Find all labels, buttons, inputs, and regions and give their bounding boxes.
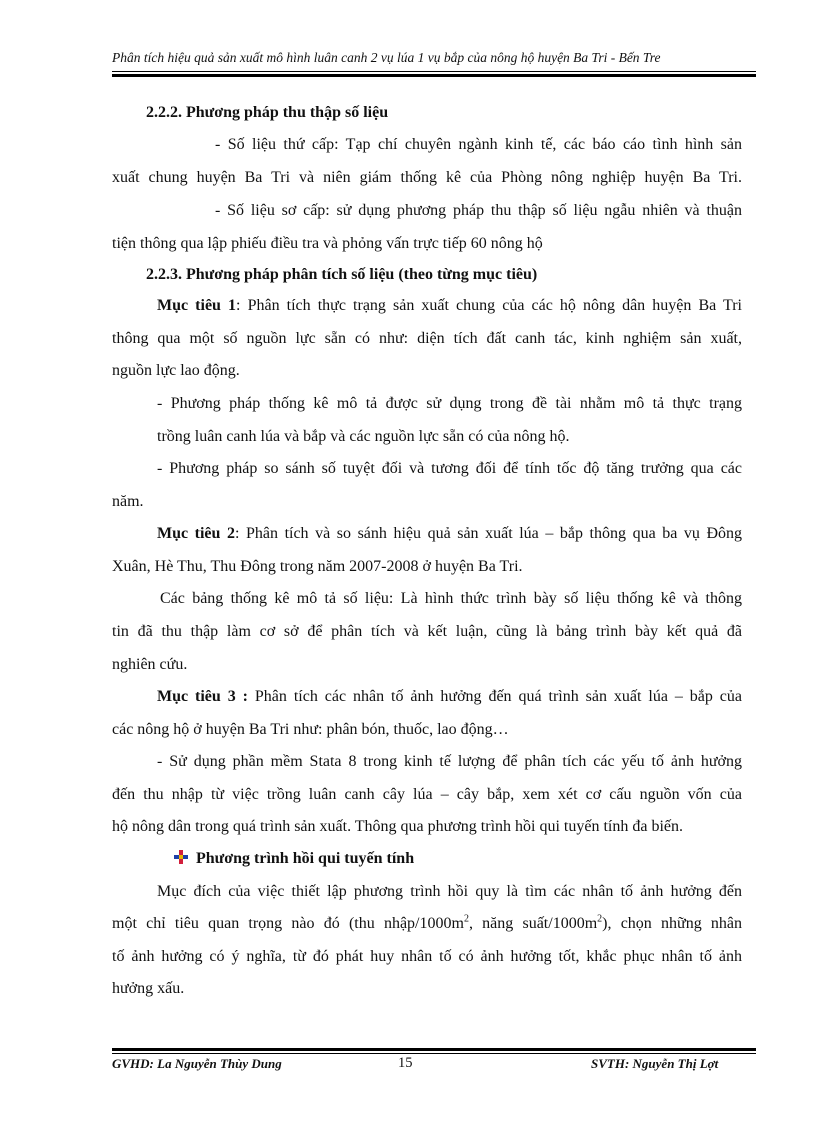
objective1-line-1 xyxy=(157,296,742,316)
header-rule-thick xyxy=(112,74,756,77)
method2-line-2: năm. xyxy=(112,493,144,510)
secondary-data-line-2: xuất chung huyện Ba Tri và niên giám thống kê của Phòng nông nghiệp huyện Ba Tri. xyxy=(112,169,742,186)
running-header: Phân tích hiệu quả sản xuất mô hình luân canh 2 vụ lúa 1 vụ bắp của nông hộ huyện Ba Tri - Bến Tre xyxy=(112,50,661,65)
page-number: 15 xyxy=(398,1055,413,1071)
superscript-2: 2 xyxy=(463,913,469,925)
stata-line-2: đến thu nhập từ việc trồng luân canh cây lúa – cây bắp, xem xét cơ cấu nguồn vốn của xyxy=(112,786,742,803)
header-rule-thin xyxy=(112,71,756,72)
regression-line-3: tố ảnh hưởng có ý nghĩa, từ đó phát huy nhân tố có ảnh hưởng tốt, khắc phục nhân tố ảnh xyxy=(112,948,742,965)
regression-heading xyxy=(174,849,804,869)
objective2-line-2: Xuân, Hè Thu, Thu Đông trong năm 2007-2008 ở huyện Ba Tri. xyxy=(112,558,523,575)
objective3-text: Phân tích các nhân tố ảnh hưởng đến quá trình sản xuất lúa – bắp của xyxy=(247,688,743,705)
objective3-line-1 xyxy=(157,687,742,707)
objective2-text: : Phân tích và so sánh hiệu quả sản xuất lúa – bắp thông qua ba vụ Đông xyxy=(235,525,743,542)
primary-data-line-2: tiện thông qua lập phiếu điều tra và phỏng vấn trực tiếp 60 nông hộ xyxy=(112,235,543,252)
objective2-line-1 xyxy=(157,524,742,544)
objective1-text: : Phân tích thực trạng sản xuất chung của các hộ nông dân huyện Ba Tri xyxy=(236,297,743,314)
stata-line-3: hộ nông dân trong quá trình sản xuất. Thông qua phương trình hồi qui tuyến tính đa biến. xyxy=(112,818,683,835)
primary-data-line-1: - Số liệu sơ cấp: sử dụng phương pháp thu thập số liệu ngẫu nhiên và thuận xyxy=(215,202,742,219)
footer-advisor: GVHD: La Nguyễn Thùy Dung xyxy=(112,1056,282,1071)
objective2-label: Mục tiêu 2 xyxy=(157,525,235,542)
tables-line-3: nghiên cứu. xyxy=(112,656,188,673)
regression-line-1: Mục đích của việc thiết lập phương trình hồi quy là tìm các nhân tố ảnh hưởng đến xyxy=(157,883,742,900)
method1-line-1: - Phương pháp thống kê mô tả được sử dụng trong đề tài nhằm mô tả thực trạng xyxy=(157,395,742,412)
secondary-data-line-1: - Số liệu thứ cấp: Tạp chí chuyên ngành kinh tế, các báo cáo tình hình sản xyxy=(215,136,742,153)
regression-line-2-b: , năng suất/1000m xyxy=(468,915,598,932)
objective1-line-3: nguồn lực lao động. xyxy=(112,362,240,379)
method1-line-2: trồng luân canh lúa và bắp và các nguồn lực sẵn có của nông hộ. xyxy=(157,428,570,445)
heading-223: 2.2.3. Phương pháp phân tích số liệu (theo từng mục tiêu) xyxy=(146,266,538,283)
regression-line-4: hưởng xấu. xyxy=(112,980,185,997)
footer-rule-thick xyxy=(112,1048,756,1051)
tables-line-1: Các bảng thống kê mô tả số liệu: Là hình thức trình bày số liệu thống kê và thông xyxy=(160,590,742,607)
objective3-line-2: các nông hộ ở huyện Ba Tri như: phân bón, thuốc, lao động… xyxy=(112,721,509,738)
objective3-label: Mục tiêu 3 : xyxy=(157,688,248,705)
heading-222: 2.2.2. Phương pháp thu thập số liệu xyxy=(146,104,389,121)
regression-line-2-c: ), chọn những nhân xyxy=(602,915,743,932)
objective1-label: Mục tiêu 1 xyxy=(157,297,237,314)
footer-student: SVTH: Nguyễn Thị Lợt xyxy=(591,1056,719,1071)
superscript-2: 2 xyxy=(597,913,603,925)
regression-line-2 xyxy=(112,914,742,934)
tables-line-2: tin đã thu thập làm cơ sở để phân tích và kết luận, cũng là bảng trình bày kết quả đã xyxy=(112,623,742,640)
method2-line-1: - Phương pháp so sánh số tuyệt đối và tương đối để tính tốc độ tăng trưởng qua các xyxy=(157,460,742,477)
regression-heading-text: Phương trình hồi qui tuyến tính xyxy=(196,850,415,867)
plus-bullet-icon xyxy=(174,850,188,864)
footer-rule-thin xyxy=(112,1053,756,1054)
objective1-line-2: thông qua một số nguồn lực sẵn có như: diện tích đất canh tác, kinh nghiệm sản xuất, xyxy=(112,330,742,347)
regression-line-2-a: một chỉ tiêu quan trọng nào đó (thu nhập/1000m xyxy=(112,915,464,932)
stata-line-1: - Sử dụng phần mềm Stata 8 trong kinh tế lượng để phân tích các yếu tố ảnh hưởng xyxy=(157,753,742,770)
